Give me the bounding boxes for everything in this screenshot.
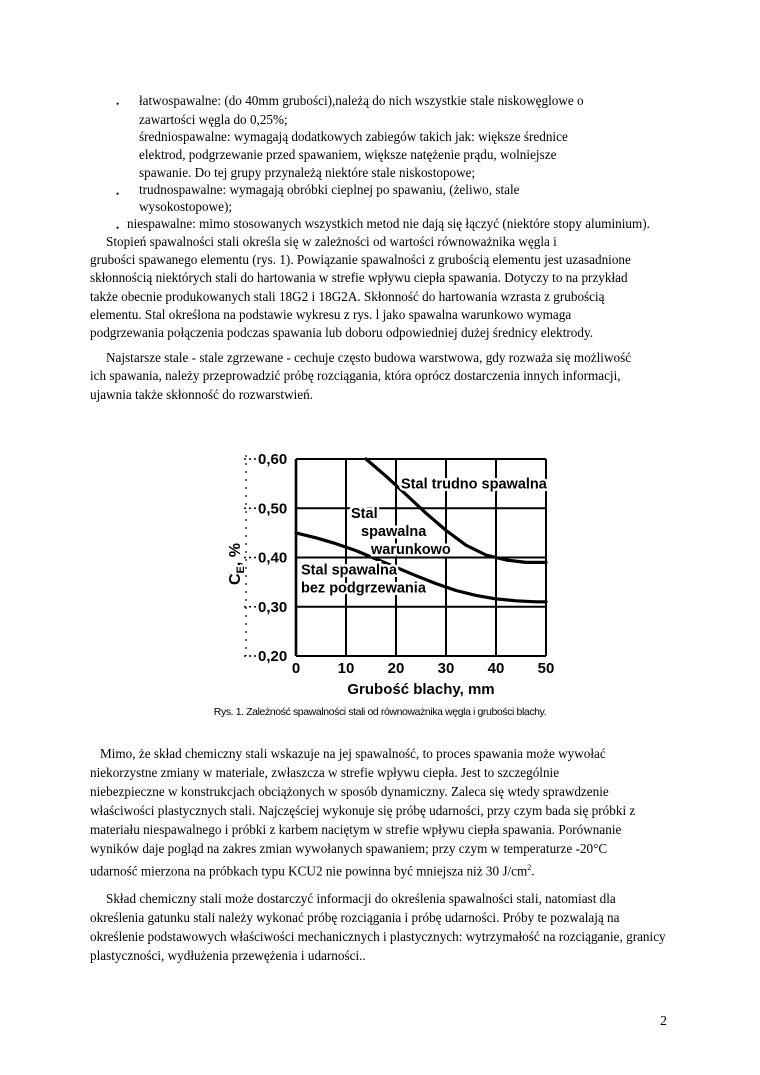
paragraph-2-line: ujawnia także skłonność do rozwarstwień. (90, 387, 314, 402)
paragraph-4-line: Skład chemiczny stali może dostarczyć informacji do określenia spawalności stali, natomiast dla (106, 891, 616, 906)
paragraph-1-line: podgrzewania połączenia podczas spawania lub doboru odpowiedniej dużej średnicy elektrody. (90, 325, 594, 340)
chart-labels (227, 451, 554, 698)
paragraph-3-last-text: udarność mierzona na próbkach typu KCU2 nie powinna być mniejsza niż 30 J/cm (90, 863, 528, 879)
y-tick-label: 0,40 (258, 549, 288, 567)
region-label: Stal (351, 506, 378, 523)
list-item-2-line-3: spawanie. Do tej grupy przynależą niektóre stale niskostopowe; (139, 165, 476, 180)
x-tick-label: 10 (337, 660, 355, 677)
paragraph-1-line: grubości spawanego elementu (rys. 1). Powiązanie spawalności z grubością elementu jest uzasadnione (90, 252, 631, 267)
paragraph-2-line: ich spawania, należy przeprowadzić próbę rozciągania, która oprócz dostarczenia innych informacji, (90, 368, 621, 383)
x-axis-label: Grubość blachy, mm (347, 681, 495, 698)
paragraph-1-line: Stopień spawalności stali określa się w zależności od wartości równoważnika węgla i (106, 234, 557, 249)
paragraph-4-line: określenie podstawowych właściwości mechanicznych i plastycznych: wytrzymałość na rozciąganie, granicy (90, 929, 666, 944)
x-tick-label: 20 (387, 660, 405, 677)
paragraph-3-line: wyników daje pogląd na zakres zmian wywołanych spawaniem; przy czym w temperaturze -20°C (90, 841, 608, 856)
paragraph-3-line: Mimo, że skład chemiczny stali wskazuje na jej spawalność, to proces spawania może wywołać (100, 746, 606, 761)
x-tick-label: 50 (537, 660, 555, 677)
bullet-4: • (116, 223, 120, 233)
y-tick-label: 0,30 (258, 598, 288, 616)
paragraph-2-line: Najstarsze stale - stale zgrzewane - cechuje często budowa warstwowa, gdy rozważa się możliwość (106, 350, 632, 365)
list-item-4-line-1: niespawalne: mimo stosowanych wszystkich metod nie dają się łączyć (niektóre stopy aluminium). (127, 216, 650, 231)
y-tick-label: 0,50 (258, 500, 288, 518)
paragraph-3-line: niekorzystne zmiany w materiale, zwłaszcza w strefie wpływu ciepła. Jest to szczególnie (90, 765, 560, 780)
y-axis-label: $C_E$, % (227, 542, 247, 585)
list-item-3-line-1: trudnospawalne: wymagają obróbki cieplnej po spawaniu, (żeliwo, stale (139, 182, 520, 197)
list-item-2-line-1: średniospawalne: wymagają dodatkowych zabiegów takich jak: większe średnice (139, 129, 568, 144)
x-tick-label: 30 (437, 660, 455, 677)
list-item-1-line-2: zawartości węgla do 0,25%; (139, 112, 288, 127)
y-tick-label: 0,20 (258, 648, 288, 665)
list-item-1-line-1: łatwospawalne: (do 40mm grubości),należą do nich wszystkie stale niskowęglowe o (139, 93, 584, 108)
paragraph-3-line: niebezpieczne w konstrukcjach obciążonych w sposób dynamiczny. Zaleca się wtedy sprawdzenie (90, 784, 609, 799)
region-label: Stal spawalna (301, 562, 397, 579)
figure-caption: Rys. 1. Zależność spawalności stali od równoważnika węgla i grubości blachy. (213, 706, 547, 718)
paragraph-3-end: . (531, 863, 535, 879)
paragraph-1-line: skłonnością niektórych stali do hartowania w strefie wpływu ciepła spawania. Dotyczy to na przykład (90, 270, 628, 285)
bullet-1: • (116, 99, 120, 109)
x-tick-label: 40 (487, 660, 505, 677)
region-label: warunkowo (371, 542, 451, 559)
paragraph-3-last-line (90, 858, 535, 880)
region-label: Stal trudno spawalna (401, 476, 547, 493)
paragraph-1-line: elementu. Stal określona na podstawie wykresu z rys. l jako spawalna warunkowo wymaga (90, 307, 572, 322)
y-tick-label: 0,60 (258, 451, 288, 468)
paragraph-1-line: także obecnie produkowanych stali 18G2 i 18G2A. Skłonność do hartowania wzrasta z grubością (90, 289, 605, 304)
paragraph-3-line: materiału niespawalnego i próbki z karbem naciętym w strefie wpływu ciepła spawania. Porównanie (90, 822, 622, 837)
paragraph-3-line: właściwości plastycznych stali. Najczęściej wykonuje się próbę udarności, przy czym bada się próbki z (90, 803, 636, 818)
region-label: bez podgrzewania (301, 580, 426, 597)
list-item-2-line-2: elektrod, podgrzewanie przed spawaniem, większe natężenie prądu, wolniejsze (139, 147, 557, 162)
x-tick-label: 0 (291, 660, 301, 677)
paragraph-4-line: określenia gatunku stali należy wykonać próbę rozciągania i próbę udarności. Próby te pozwalają na (90, 910, 620, 925)
list-item-3-line-2: wysokostopowe); (139, 199, 233, 214)
superscript: 2 (527, 863, 532, 872)
bullet-3: • (116, 189, 120, 199)
page-number: 2 (660, 1014, 667, 1029)
paragraph-4-line: plastyczności, wydłużenia przewężenia i udarności.. (90, 948, 366, 963)
region-label: spawalna (361, 524, 427, 541)
